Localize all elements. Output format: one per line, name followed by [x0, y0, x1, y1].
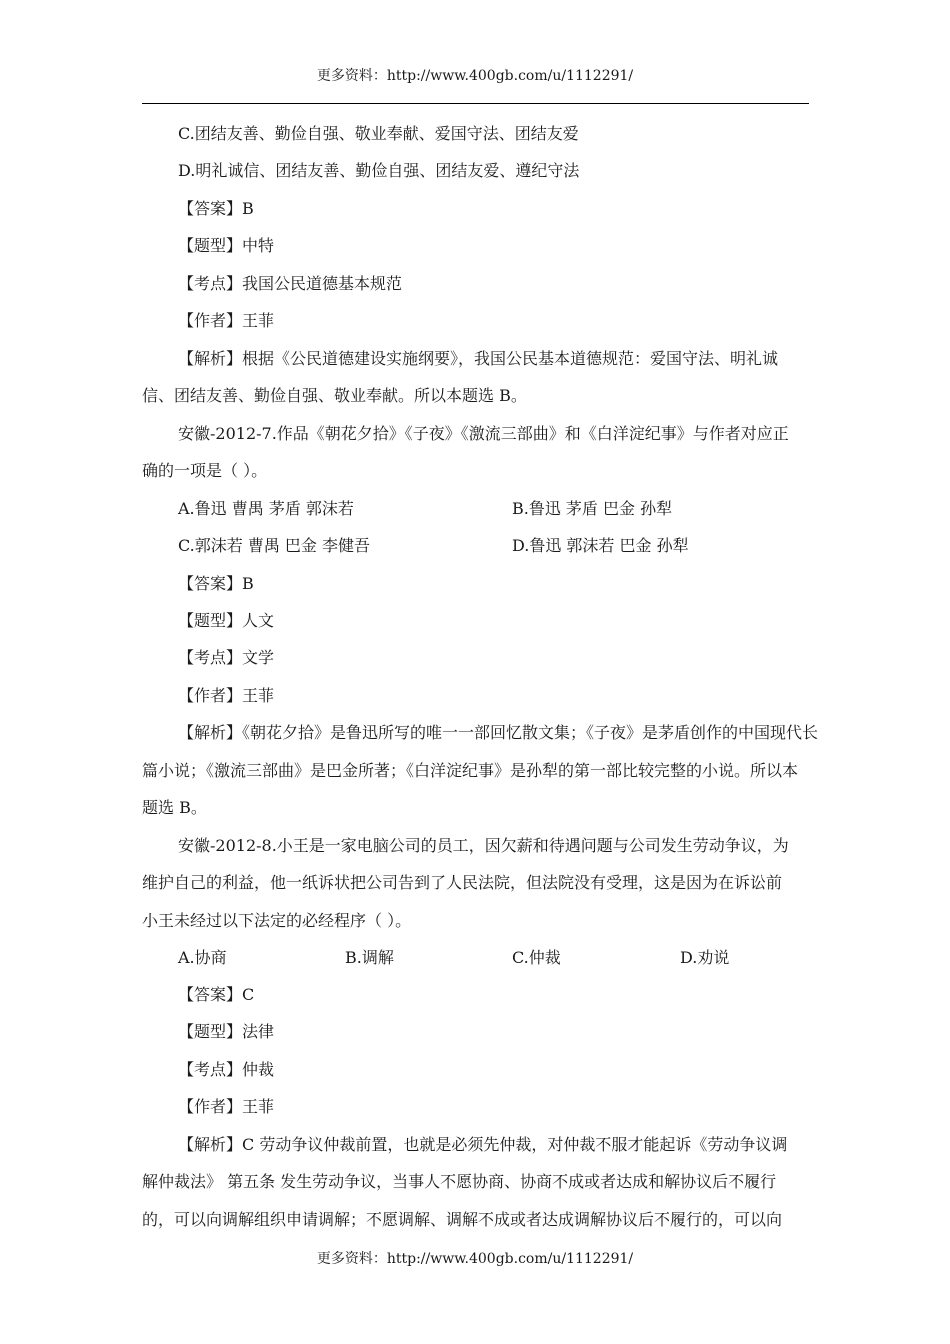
q7-stem-line-1: 安徽-2012-7.作品《朝花夕拾》《子夜》《激流三部曲》和《白洋淀纪事》与作者对应正 [178, 424, 789, 443]
q8-option-a: A.协商 [178, 948, 227, 967]
q8-option-c: C.仲裁 [512, 948, 561, 967]
q8-stem-line-2: 维护自己的利益，他一纸诉状把公司告到了人民法院，但法院没有受理，这是因为在诉讼前 [142, 873, 783, 892]
q8-analysis-line-2: 解仲裁法》 第五条 发生劳动争议，当事人不愿协商、协商不成或者达成和解协议后不履行 [142, 1172, 777, 1191]
page-header: 更多资料：http://www.400gb.com/u/1112291/ [316, 68, 634, 84]
q6-analysis-line-2: 信、团结友善、勤俭自强、敬业奉献。所以本题选 B。 [142, 386, 527, 405]
page-footer: 更多资料：http://www.400gb.com/u/1112291/ [316, 1251, 634, 1267]
q7-option-b: B.鲁迅 茅盾 巴金 孙犁 [512, 499, 673, 518]
q8-stem-line-1: 安徽-2012-8.小王是一家电脑公司的员工，因欠薪和待遇问题与公司发生劳动争议，为 [178, 836, 789, 855]
q8-analysis-line-3: 的，可以向调解组织申请调解；不愿调解、调解不成或者达成调解协议后不履行的，可以向 [142, 1210, 783, 1229]
q8-analysis-line-1: 【解析】C 劳动争议仲裁前置，也就是必须先仲裁，对仲裁不服才能起诉《劳动争议调 [178, 1135, 788, 1154]
q7-answer: 【答案】B [178, 574, 254, 593]
q7-option-a: A.鲁迅 曹禺 茅盾 郭沫若 [178, 499, 354, 518]
q7-analysis-line-1: 【解析】《朝花夕拾》是鲁迅所写的唯一一部回忆散文集；《子夜》是茅盾创作的中国现代长 [178, 723, 819, 742]
q6-option-d: D.明礼诚信、团结友善、勤俭自强、团结友爱、遵纪守法 [178, 161, 580, 180]
q7-point: 【考点】文学 [178, 648, 275, 667]
q8-type: 【题型】法律 [178, 1022, 275, 1041]
q6-option-c: C.团结友善、勤俭自强、敬业奉献、爱国守法、团结友爱 [178, 124, 579, 143]
q8-stem-line-3: 小王未经过以下法定的必经程序（ ）。 [142, 911, 412, 930]
q8-author: 【作者】王菲 [178, 1097, 275, 1116]
q7-option-d: D.鲁迅 郭沫若 巴金 孙犁 [512, 536, 689, 555]
q7-option-c: C.郭沫若 曹禺 巴金 李健吾 [178, 536, 371, 555]
q7-analysis-line-2: 篇小说；《激流三部曲》是巴金所著；《白洋淀纪事》是孙犁的第一部比较完整的小说。所以本 [142, 761, 799, 780]
q8-answer: 【答案】C [178, 985, 255, 1004]
q7-author: 【作者】王菲 [178, 686, 275, 705]
q7-stem-line-2: 确的一项是（ ）。 [142, 461, 268, 480]
q6-analysis-line-1: 【解析】根据《公民道德建设实施纲要》，我国公民基本道德规范：爱国守法、明礼诚 [178, 349, 779, 368]
q6-point: 【考点】我国公民道德基本规范 [178, 274, 403, 293]
q6-answer: 【答案】B [178, 199, 254, 218]
q8-option-d: D.劝说 [680, 948, 730, 967]
q8-option-b: B.调解 [345, 948, 394, 967]
q6-author: 【作者】王菲 [178, 311, 275, 330]
q6-type: 【题型】中特 [178, 236, 275, 255]
q8-point: 【考点】仲裁 [178, 1060, 275, 1079]
q7-analysis-line-3: 题选 B。 [142, 798, 207, 817]
header-rule [142, 103, 809, 104]
q7-type: 【题型】人文 [178, 611, 275, 630]
